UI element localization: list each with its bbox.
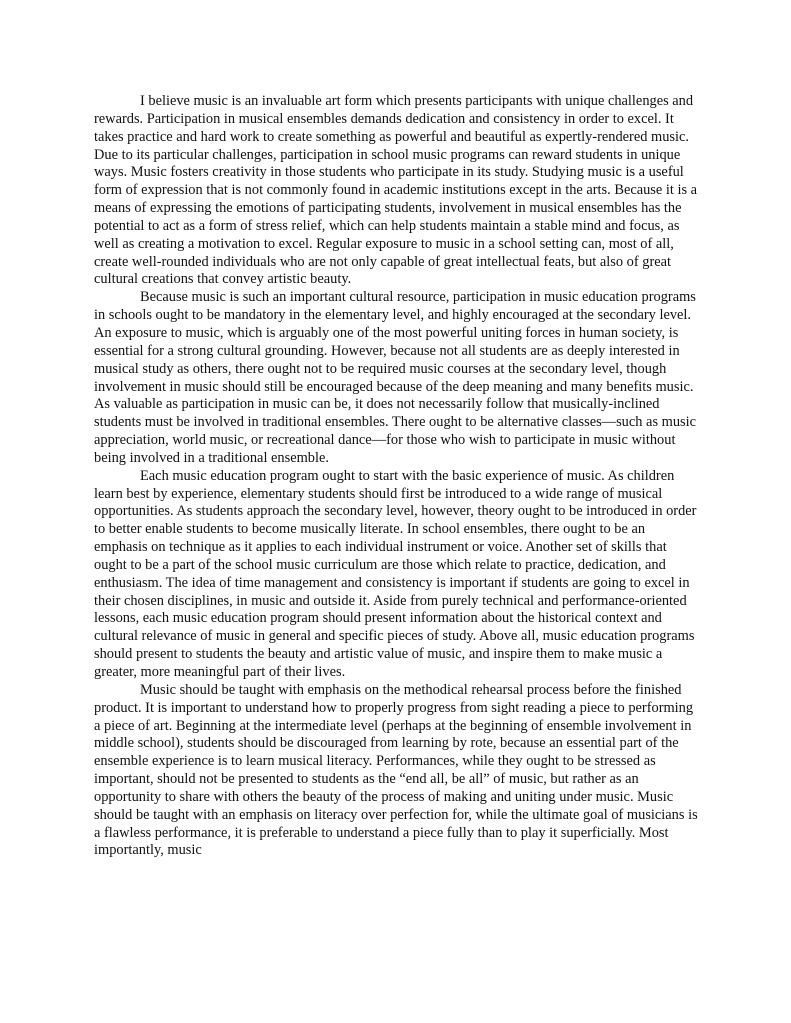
paragraph: Each music education program ought to start with the basic experience of music. As children learn best by experience, elementary students should first be introduced to a wide range of musical opportunities. As students approach the secondary level, however, theory ought to be introduced in order to better enable students to become musically literate. In school ensembles, there ought to be an emphasis on technique as it applies to each individual instrument or voice. Another set of skills that ought to be a part of the school music curriculum are those which relate to practice, dedication, and enthusiasm. The idea of time management and consistency is important if students are going to excel in their chosen disciplines, in music and outside it. Aside from purely technical and performance-oriented lessons, each music education program should present information about the historical context and cultural relevance of music in general and specific pieces of study. Above all, music education programs should present to students the beauty and artistic value of music, and inspire them to make music a greater, more meaningful part of their lives.	[94, 467, 697, 680]
paragraph: Because music is such an important cultural resource, participation in music education programs in schools ought to be mandatory in the elementary level, and highly encouraged at the secondary level. An exposure to music, which is arguably one of the most powerful uniting forces in human society, is essential for a strong cultural grounding. However, because not all students are as deeply interested in musical study as others, there ought not to be required music courses at the secondary level, though involvement in music should still be encouraged because of the deep meaning and many benefits music. As valuable as participation in music can be, it does not necessarily follow that musically-inclined students must be involved in traditional ensembles. There ought to be alternative classes—such as music appreciation, world music, or recreational dance—for those who wish to participate in music without being involved in a traditional ensemble.	[94, 289, 697, 466]
document-body	[94, 93, 700, 860]
paragraph: I believe music is an invaluable art form which presents participants with unique challenges and rewards. Participation in musical ensembles demands dedication and consistency in order to excel. It takes practice and hard work to create something as powerful and beautiful as expertly-rendered music. Due to its particular challenges, participation in school music programs can reward students in unique ways. Music fosters creativity in those students who participate in its study. Studying music is a useful form of expression that is not commonly found in academic institutions except in the arts. Because it is a means of expressing the emotions of participating students, involvement in musical ensembles has the potential to act as a form of stress relief, which can help students maintain a stable mind and focus, as well as creating a motivation to excel. Regular exposure to music in a school setting can, most of all, create well-rounded individuals who are not only capable of great intellectual feats, but also of great cultural creations that convey artistic beauty.	[94, 93, 698, 288]
paragraph: Music should be taught with emphasis on the methodical rehearsal process before the finished product. It is important to understand how to properly progress from sight reading a piece to performing a piece of art. Beginning at the intermediate level (perhaps at the beginning of ensemble involvement in middle school), students should be discouraged from learning by rote, because an essential part of the ensemble experience is to learn musical literacy. Performances, while they ought to be stressed as important, should not be presented to students as the “end all, be all” of music, but rather as an opportunity to share with others the beauty of the process of making and uniting under music. Music should be taught with an emphasis on literacy over perfection for, while the ultimate goal of musicians is a flawless performance, it is preferable to understand a piece fully than to play it superficially. Most importantly, music	[94, 681, 698, 859]
